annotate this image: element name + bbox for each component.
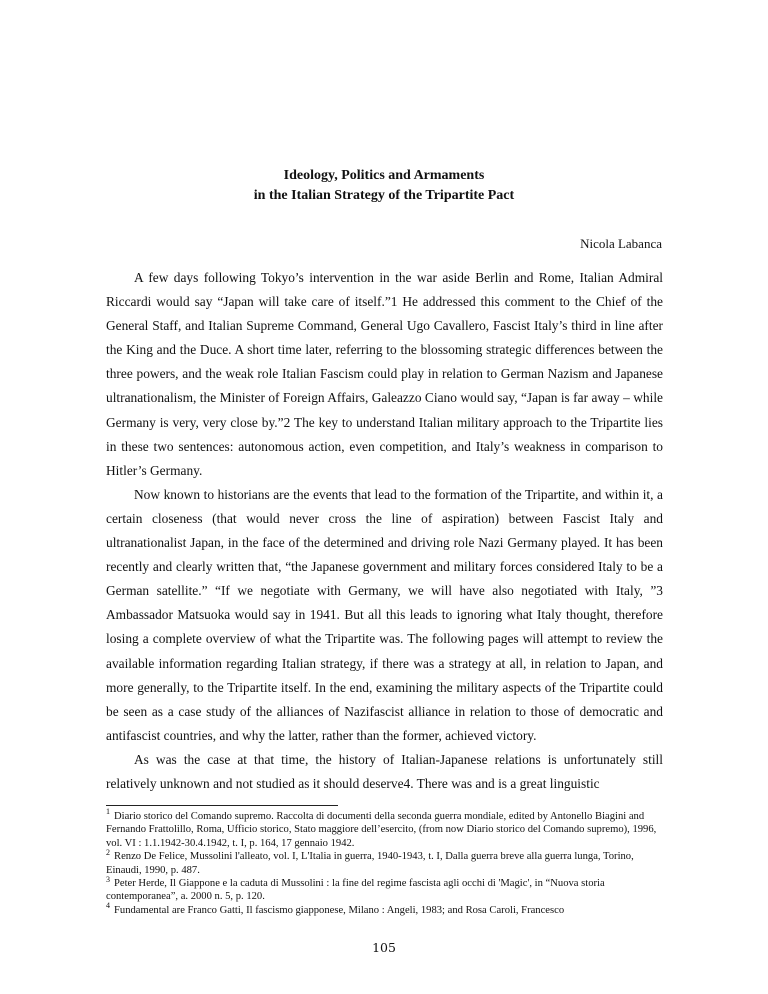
article-title	[120, 166, 648, 206]
title-line-1: Ideology, Politics and Armaments	[283, 168, 485, 183]
paragraph: Now known to historians are the events that lead to the formation of the Tripartite, and within it, a certain closeness (that would never cross the line of aspiration) between Fascist Italy and ultranationalist Japan, in the face of the determined and driving role Nazi Germany played. It has been recently and clearly written that, “the Japanese government and military forces considered Italy to be a German satellite.” “If we negotiate with Germany, we will have also negotiated with Italy, ”3 Ambassador Matsuoka would say in 1941. But all this leads to ignoring what Italy thought, therefore losing a complete overview of what the Tripartite was. The following pages will attempt to review the available information regarding Italian strategy, if there was a strategy at all, in relation to Japan, and more generally, to the Tripartite itself. In the end, examining the military aspects of the Tripartite could be seen as a case study of the alliances of Nazifascist alliance in relation to those of democratic and antifascist countries, and why the latter, rather than the former, achieved victory.	[106, 486, 663, 743]
footnote: $^1$ Diario storico del Comando supremo. Raccolta di documenti della seconda guerra mondiale, edited by Antonello Biagini and Fernando Frattolillo, Roma, Ufficio storico, Stato maggiore dell’esercito, (from now Diario storico del Comando supremo), 1996, vol. VI : 1.1.1942-30.4.1942, t. I, p. 164, 17 gennaio 1942.	[106, 807, 657, 849]
author-name: Nicola Labanca	[580, 236, 662, 251]
page-number: 105	[372, 940, 396, 955]
footnote: $^2$ Renzo De Felice, Mussolini l'alleato, vol. I, L'Italia in guerra, 1940-1943, t. I, Dalla guerra breve alla guerra lunga, Torino, Einaudi, 1990, p. 487.	[106, 847, 634, 876]
paragraph: A few days following Tokyo’s intervention in the war aside Berlin and Rome, Italian Admiral Riccardi would say “Japan will take care of itself.”1 He addressed this comment to the Chief of the General Staff, and Italian Supreme Command, General Ugo Cavallero, Fascist Italy’s third in line after the King and the Duce. A short time later, referring to the blossoming strategic differences between the three powers, and the weak role Italian Fascism could play in relation to German Nazism and Japanese ultranationalism, the Minister of Foreign Affairs, Galeazzo Ciano would say, “Japan is far away – while Germany is very, very close by.”2 The key to understand Italian military approach to the Tripartite lies in these two sentences: autonomous action, even competition, and Italy’s weakness in comparison to Hitler’s Germany.	[106, 270, 663, 478]
footnote: $^3$ Peter Herde, Il Giappone e la caduta di Mussolini : la fine del regime fascista agli occhi di 'Magic', in “Nuova storia contemporanea”, a. 2000 n. 5, p. 120.	[106, 874, 605, 903]
footnotes	[106, 807, 666, 917]
body-text	[106, 266, 663, 796]
paragraph: As was the case at that time, the history of Italian-Japanese relations is unfortunately still relatively unknown and not studied as it should deserve4. There was and is a great linguistic	[106, 751, 663, 791]
footnote-separator	[106, 805, 338, 806]
footnote: $^4$ Fundamental are Franco Gatti, Il fascismo giapponese, Milano : Angeli, 1983; and Rosa Caroli, Francesco	[106, 901, 565, 916]
title-line-2: in the Italian Strategy of the Tripartite Pact	[253, 188, 515, 203]
